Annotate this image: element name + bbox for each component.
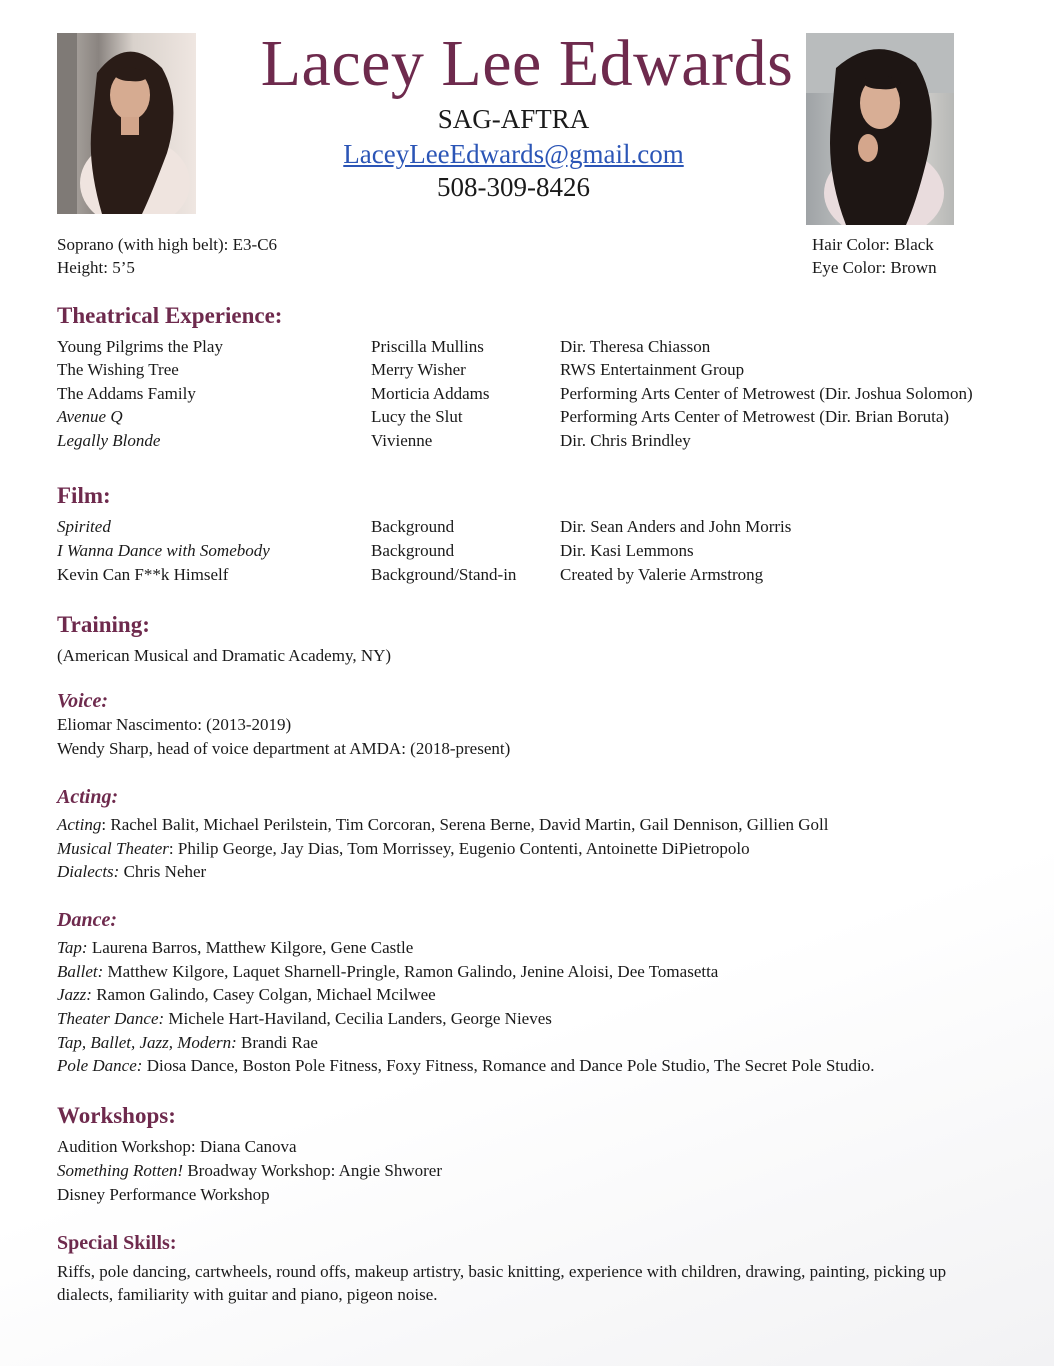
dance-style-label: Ballet: (57, 962, 104, 981)
voice-heading: Voice: (57, 690, 109, 712)
table-row (0, 407, 1054, 431)
dance-teachers: Matthew Kilgore, Laquet Sharnell-Pringle, Ramon Galindo, Jenine Aloisi, Dee Tomasetta (107, 962, 719, 981)
dance-style-label: Jazz: (57, 985, 92, 1004)
table-row (0, 337, 1054, 361)
credit-director: Dir. Chris Brindley (560, 431, 691, 450)
voice-teacher: Eliomar Nascimento: (2013-2019) (57, 715, 292, 734)
dialects-teacher: Chris Neher (123, 862, 207, 881)
credit-director: Dir. Kasi Lemmons (560, 541, 694, 560)
credit-role: Morticia Addams (371, 384, 490, 403)
workshop-text: Audition Workshop: Diana Canova (57, 1137, 297, 1156)
workshop-text: Disney Performance Workshop (57, 1185, 270, 1204)
dance-style-label: Tap, Ballet, Jazz, Modern: (57, 1033, 237, 1052)
height: Height: 5’5 (57, 258, 135, 277)
list-item (57, 1033, 318, 1053)
vocal-stats (57, 233, 277, 279)
musical-theater-label: Musical Theater (57, 839, 169, 858)
label-separator: : (168, 839, 178, 858)
union-affiliation: SAG-AFTRA (437, 104, 590, 134)
credit-title: Young Pilgrims the Play (57, 337, 223, 356)
dance-style-label: Pole Dance: (57, 1056, 143, 1075)
credit-role: Merry Wisher (371, 360, 466, 379)
list-item (57, 985, 436, 1005)
table-row (0, 565, 1054, 589)
list-item (57, 815, 829, 835)
dance-style-label: Tap: (57, 938, 88, 957)
table-row (0, 384, 1054, 408)
credit-role: Priscilla Mullins (371, 337, 484, 356)
credit-title: Kevin Can F**k Himself (57, 565, 229, 584)
label-separator: : (101, 815, 111, 834)
workshop-italic: Something Rotten! (57, 1161, 184, 1180)
credit-title: Legally Blonde (57, 431, 161, 450)
credit-title: Spirited (57, 517, 111, 536)
credit-title: I Wanna Dance with Somebody (57, 541, 270, 560)
table-row (0, 541, 1054, 565)
list-item (57, 862, 206, 882)
credit-director: Dir. Theresa Chiasson (560, 337, 711, 356)
credit-role: Background/Stand-in (371, 565, 517, 584)
performer-name: Lacey Lee Edwards (260, 27, 794, 100)
credit-title: The Addams Family (57, 384, 196, 403)
workshops-heading: Workshops: (57, 1103, 176, 1128)
credit-title: The Wishing Tree (57, 360, 179, 379)
credit-role: Background (371, 517, 455, 536)
acting-teachers: Rachel Balit, Michael Perilstein, Tim Corcoran, Serena Berne, David Martin, Gail Dennison, Gillien Goll (110, 815, 829, 834)
voice-teacher: Wendy Sharp, head of voice department at AMDA: (2018-present) (57, 739, 511, 758)
workshop-text: Broadway Workshop: Angie Shworer (183, 1161, 443, 1180)
dance-teachers: Michele Hart-Haviland, Cecilia Landers, George Nieves (168, 1009, 552, 1028)
list-item (57, 962, 718, 982)
dance-teachers: Brandi Rae (241, 1033, 318, 1052)
training-heading: Training: (57, 612, 150, 637)
film-heading: Film: (57, 483, 111, 508)
list-item (57, 1185, 270, 1205)
list-item (57, 839, 750, 859)
table-row (0, 517, 1054, 541)
special-skills-heading: Special Skills: (57, 1232, 177, 1254)
training-school: (American Musical and Dramatic Academy, NY) (57, 646, 392, 665)
eye-color: Eye Color: Brown (812, 258, 937, 277)
appearance-stats (812, 233, 937, 279)
acting-heading: Acting: (57, 786, 119, 808)
dance-teachers: Laurena Barros, Matthew Kilgore, Gene Castle (91, 938, 414, 957)
dance-style-label: Theater Dance: (57, 1009, 165, 1028)
credit-director: RWS Entertainment Group (560, 360, 745, 379)
list-item (57, 1161, 442, 1181)
phone-number: 508-309-8426 (437, 172, 590, 202)
musical-theater-teachers: Philip George, Jay Dias, Tom Morrissey, Eugenio Contenti, Antoinette DiPietropolo (177, 839, 750, 858)
list-item (57, 1137, 297, 1157)
table-row (0, 360, 1054, 384)
list-item (57, 938, 413, 958)
credit-director: Performing Arts Center of Metrowest (Dir. Joshua Solomon) (560, 384, 973, 403)
dialects-label: Dialects: (57, 862, 120, 881)
special-skills-text: Riffs, pole dancing, cartwheels, round offs, makeup artistry, basic knitting, experience with children, drawing, painting, picking up dialects, familiarity with guitar and piano, pigeon noise. (57, 1262, 947, 1304)
theatrical-heading: Theatrical Experience: (57, 303, 283, 328)
voice-range: Soprano (with high belt): E3-C6 (57, 235, 278, 254)
credit-title: Avenue Q (57, 407, 123, 426)
list-item (57, 1056, 874, 1076)
table-row (0, 431, 1054, 455)
dance-teachers: Ramon Galindo, Casey Colgan, Michael Mcilwee (96, 985, 436, 1004)
credit-director: Created by Valerie Armstrong (560, 565, 764, 584)
dance-heading: Dance: (57, 909, 117, 931)
credit-director: Performing Arts Center of Metrowest (Dir. Brian Boruta) (560, 407, 950, 426)
hair-color: Hair Color: Black (812, 235, 934, 254)
credit-role: Background (371, 541, 455, 560)
credit-director: Dir. Sean Anders and John Morris (560, 517, 792, 536)
acting-label: Acting (57, 815, 102, 834)
list-item (57, 1009, 552, 1029)
credit-role: Lucy the Slut (371, 407, 463, 426)
credit-role: Vivienne (371, 431, 433, 450)
email-link[interactable]: LaceyLeeEdwards@gmail.com (343, 139, 684, 169)
dance-teachers: Diosa Dance, Boston Pole Fitness, Foxy Fitness, Romance and Dance Pole Studio, The Secret Pole Studio. (146, 1056, 875, 1075)
